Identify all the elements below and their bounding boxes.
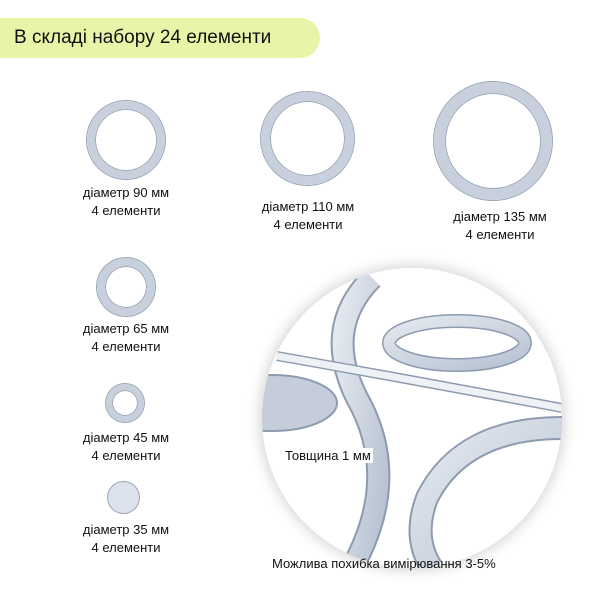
caption-35mm bbox=[66, 521, 186, 557]
ring-110mm-image bbox=[261, 92, 354, 185]
ring-135mm-image bbox=[434, 82, 552, 200]
caption-110mm bbox=[248, 198, 368, 234]
zoom-detail-circle bbox=[262, 268, 562, 568]
caption-count: 4 елементи bbox=[91, 540, 161, 555]
ring-90mm-image bbox=[87, 101, 165, 179]
caption-count: 4 елементи bbox=[91, 339, 161, 354]
caption-90mm bbox=[66, 184, 186, 220]
disc-35mm-image bbox=[108, 482, 139, 513]
caption-count: 4 елементи bbox=[273, 217, 343, 232]
caption-count: 4 елементи bbox=[91, 448, 161, 463]
thickness-label: Товщина 1 мм bbox=[285, 448, 371, 463]
tolerance-note: Можлива похибка вимірювання 3-5% bbox=[272, 556, 496, 571]
banner-title: В складі набору 24 елементи bbox=[14, 27, 272, 48]
caption-diameter: діаметр 90 мм bbox=[82, 185, 170, 200]
title-banner bbox=[0, 18, 320, 58]
caption-diameter: діаметр 45 мм bbox=[82, 430, 170, 445]
caption-135mm bbox=[440, 208, 560, 244]
caption-diameter: діаметр 35 мм bbox=[82, 522, 170, 537]
caption-65mm bbox=[66, 320, 186, 356]
caption-count: 4 елементи bbox=[465, 227, 535, 242]
caption-diameter: діаметр 110 мм bbox=[261, 199, 355, 214]
ring-65mm-image bbox=[97, 258, 155, 316]
caption-count: 4 елементи bbox=[91, 203, 161, 218]
caption-45mm bbox=[66, 429, 186, 465]
caption-diameter: діаметр 65 мм bbox=[82, 321, 170, 336]
zoom-detail-illustration bbox=[262, 268, 562, 568]
ring-45mm-image bbox=[106, 384, 144, 422]
caption-diameter: діаметр 135 мм bbox=[453, 209, 547, 224]
